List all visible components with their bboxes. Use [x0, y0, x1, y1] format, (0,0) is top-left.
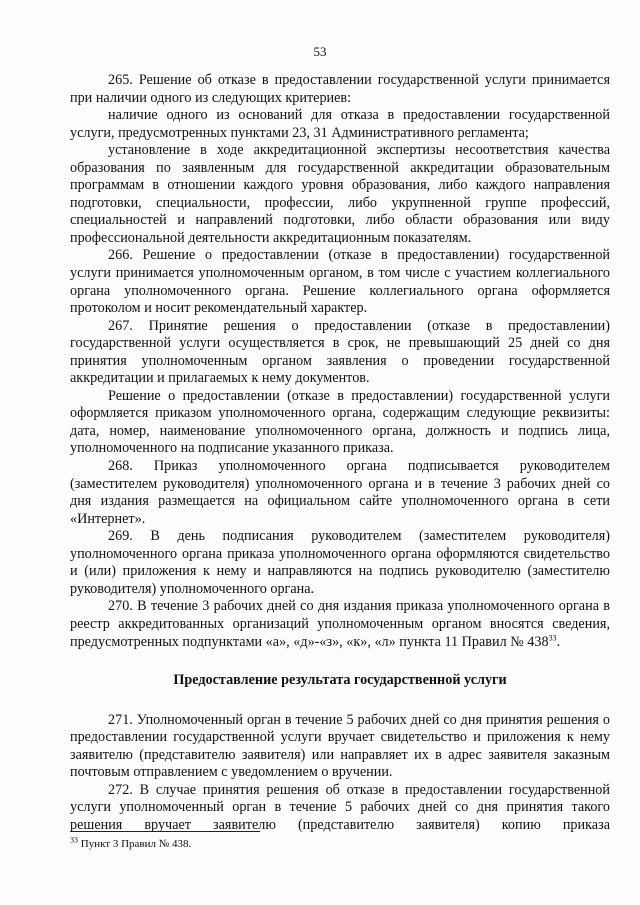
- page-number: 53: [313, 44, 327, 59]
- document-body: [70, 72, 610, 834]
- paragraph: 267. Принятие решения о предоставлении (отказе в предоставлении) государственной услуги осуществляется в срок, не превышающий 25 дней со дня принятия уполномоченным органом заявления о проведении государственной аккредитации и прилагаемых к нему документов.: [70, 317, 610, 387]
- paragraph-271: 271. Уполномоченный орган в течение 5 рабочих дней со дня принятия решения о предоставлении государственной услуги вручает свидетельство и приложения к нему заявителю (представителю заявителя) или направляет их в адрес заявителя заказным почтовым отправлением с уведомлением о вручении.: [70, 711, 610, 781]
- paragraph: Решение о предоставлении (отказе в предоставлении) государственной услуги оформляется приказом уполномоченного органа, содержащим следующие реквизиты: дата, номер, наименование уполномоченного органа, должность и подпись лица, уполномоченного на подписание указанного приказа.: [70, 387, 610, 457]
- paragraph: наличие одного из оснований для отказа в предоставлении государственной услуги, предусмотренных пунктами 23, 31 Административного регламента;: [70, 107, 610, 141]
- paragraph: установление в ходе аккредитационной экспертизы несоответствия качества образования по заявленным для государственной аккредитации образовательным программам в отношении каждого уровня образования, либо каждого направления подготовки, специальности, профессии, либо укрупненной группе профессий, специальностей и направлений подготовки, либо области образования или виду профессиональной деятельности аккредитационным показателям.: [70, 142, 610, 246]
- paragraph: 269. В день подписания руководителем (заместителем руководителя) уполномоченного органа приказа уполномоченного органа оформляются свидетельство и (или) приложения к нему и направляются на подпись руководителю (заместителю руководителя) уполномоченного органа.: [70, 528, 610, 597]
- paragraph-272: 272. В случае принятия решения об отказе в предоставлении государственной услуги уполномоченный орган в течение 5 рабочих дней со дня принятия такого решения вручает заявителю (представителю заявителя) копию приказа: [70, 781, 610, 833]
- paragraph: 265. Решение об отказе в предоставлении государственной услуги принимается при наличии одного из следующих критериев:: [70, 72, 610, 106]
- footnote-text: Пункт 3 Правил № 438.: [80, 838, 192, 850]
- section-heading: Предоставление результата государственной услуги: [173, 672, 507, 689]
- footnote: [70, 835, 610, 850]
- paragraph-270-text: 270. В течение 3 рабочих дней со дня издания приказа уполномоченного органа в реестр аккредитованных организаций уполномоченным органом вносятся сведения, предусмотренных подпунктами «а», «д»-«з», «к», «л» пункта 11 Правил № 438: [70, 598, 610, 650]
- paragraph: 268. Приказ уполномоченного органа подписывается руководителем (заместителем руководителя) уполномоченного органа и в течение 3 рабочих дней со дня издания размещается на официальном сайте уполномоченного органа в сети «Интернет».: [70, 458, 610, 527]
- paragraph-270: 270. В течение 3 рабочих дней со дня издания приказа уполномоченного органа в реестр аккредитованных организаций уполномоченным органом вносятся сведения, предусмотренных подпунктами «а», «д»-«з», «к», «л» пункта 11 Правил № $438^{33}$.: [70, 598, 610, 650]
- paragraph: 266. Решение о предоставлении (отказе в предоставлении) государственной услуги принимается уполномоченным органом, в том числе с участием коллегиального органа уполномоченного органа. Решение коллегиального органа оформляется протоколом и носит рекомендательный характер.: [70, 247, 610, 317]
- footnote-number: 33: [70, 835, 78, 845]
- footnote-reference[interactable]: 33: [548, 632, 557, 642]
- footnote-separator: [70, 831, 260, 832]
